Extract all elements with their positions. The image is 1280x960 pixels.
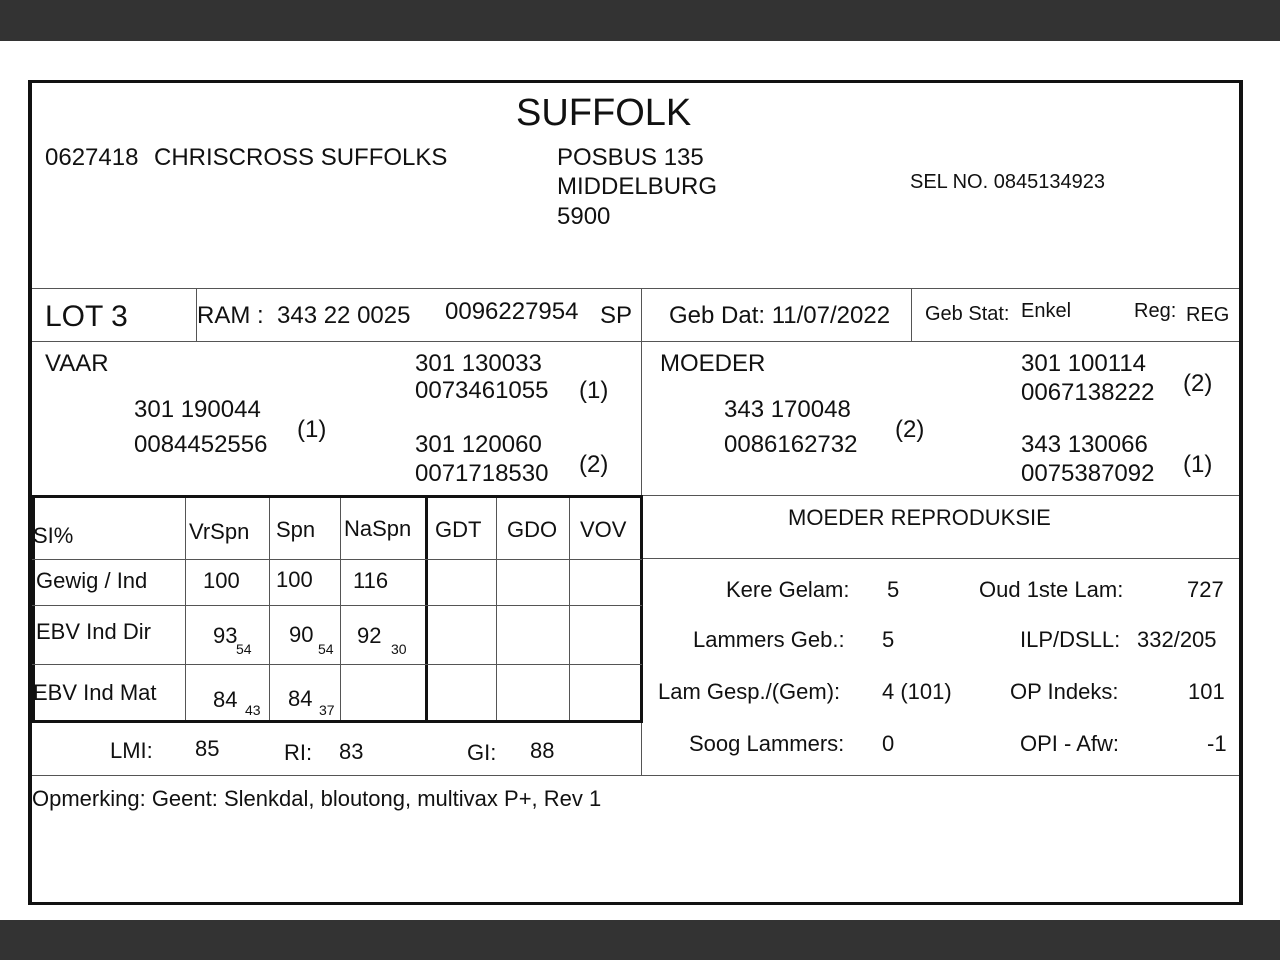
divider-remark [32,775,1239,776]
perf-col-line-4 [496,498,497,720]
repro-title: MOEDER REPRODUKSIE [788,505,1051,530]
oud-label: Oud 1ste Lam: [979,577,1124,602]
divider-lot [32,341,1239,342]
row3-spn: 84 [288,686,313,711]
perf-row-line-3 [32,664,642,665]
frame-right [1239,80,1243,905]
breed-title: SUFFOLK [516,92,692,134]
ilp-label: ILP/DSLL: [1020,627,1121,652]
birth-status-value: Enkel [1021,300,1072,322]
lmi-label: LMI: [110,738,153,763]
owner-id: 0627418 [45,144,139,171]
bottom-frame-bar [0,920,1280,960]
row3-vrspn-accuracy: 43 [245,702,261,718]
perf-col-line-1 [185,498,186,720]
address-line-2: MIDDELBURG [557,173,718,200]
gi-value: 88 [530,738,555,763]
kere-value: 5 [887,577,900,602]
divider-repro-title [642,558,1239,559]
dam-number: 343 170048 [724,396,851,423]
row2-spn-accuracy: 54 [318,641,334,657]
birth-status-label: Geb Stat: [925,303,1010,325]
row2-vrspn-accuracy: 54 [236,641,252,657]
perf-top [32,495,643,498]
row-label-ebv-mat: EBV Ind Mat [33,680,157,705]
ram-number: 343 22 0025 [277,302,411,329]
opi-label: OPI - Afw: [1020,731,1120,756]
lmi-value: 85 [195,736,220,761]
soog-value: 0 [882,731,895,756]
perf-row-line-1 [32,559,642,560]
soog-label: Soog Lammers: [689,731,845,756]
owner-name: CHRISCROSS SUFFOLKS [154,144,448,171]
lot-number: LOT 3 [45,300,128,333]
gesp-label: Lam Gesp./(Gem): [658,679,841,704]
row2-naspn: 92 [357,623,382,648]
address-line-1: POSBUS 135 [557,144,704,171]
perf-col-line-5 [569,498,570,720]
row2-spn: 90 [289,622,314,647]
sire-registration: 0084452556 [134,431,268,458]
header-gdt: GDT [435,517,482,542]
ram-registration: 0096227954 [445,298,579,325]
header-spn: Spn [276,517,316,542]
header-vov: VOV [580,517,627,542]
row-label-ebv-dir: EBV Ind Dir [36,619,151,644]
address-line-3: 5900 [557,203,611,230]
opi-value: -1 [1207,731,1227,756]
header-gdo: GDO [507,517,558,542]
sire-dam-number: 301 120060 [415,431,542,458]
remark: Opmerking: Geent: Slenkdal, bloutong, multivax P+, Rev 1 [32,786,602,811]
dam-label: MOEDER [660,350,766,377]
dam-dam-number: 343 130066 [1021,431,1148,458]
oud-value: 727 [1187,577,1224,602]
dam-sire-number: 301 100114 [1021,350,1147,377]
sire-sire-registration: 0073461055 [415,377,549,404]
perf-row-line-2 [32,605,642,606]
row3-vrspn: 84 [213,687,238,712]
dam-sire-mark: (2) [1183,370,1213,397]
row3-spn-accuracy: 37 [319,702,335,718]
kere-label: Kere Gelam: [726,577,850,602]
header-naspn: NaSpn [344,516,412,541]
reg-label: Reg: [1134,300,1177,322]
divider-pedigree-right [642,495,1239,496]
ram-label: RAM : [197,302,264,329]
gesp-value: 4 (101) [882,679,952,704]
frame-top [28,80,1243,83]
row1-naspn: 116 [353,568,389,593]
sp-code: SP [600,302,633,329]
perf-right [640,495,643,723]
row1-vrspn: 100 [203,568,240,593]
gi-label: GI: [467,740,497,765]
birth-date: Geb Dat: 11/07/2022 [669,302,891,329]
sire-mark: (1) [297,416,327,443]
sire-label: VAAR [45,350,109,377]
lammers-value: 5 [882,627,895,652]
dam-dam-registration: 0075387092 [1021,460,1155,487]
perf-bottom [32,720,643,723]
frame-bottom [28,902,1243,905]
sire-sire-number: 301 130033 [415,350,542,377]
dam-dam-mark: (1) [1183,451,1213,478]
sire-sire-mark: (1) [579,377,609,404]
ri-value: 83 [339,739,364,764]
sire-number: 301 190044 [134,396,261,423]
perf-col-line-2 [269,498,270,720]
sire-dam-mark: (2) [579,451,609,478]
row1-spn: 100 [276,567,313,592]
frame-left [28,80,32,905]
dam-sire-registration: 0067138222 [1021,379,1155,406]
gebstat-divider [911,288,912,341]
op-label: OP Indeks: [1010,679,1119,704]
sire-dam-registration: 0071718530 [415,460,549,487]
divider-header [32,288,1239,289]
header-vrspn: VrSpn [189,519,250,544]
perf-col-line-3 [340,498,341,720]
header-si: SI% [33,523,74,548]
op-value: 101 [1188,679,1225,704]
reg-value: REG [1186,304,1230,326]
perf-mid [425,495,428,723]
ilp-value: 332/205 [1137,627,1217,652]
ri-label: RI: [284,740,313,765]
row2-vrspn: 93 [213,623,238,648]
top-frame-bar [0,0,1280,41]
lammers-label: Lammers Geb.: [693,627,845,652]
dam-registration: 0086162732 [724,431,858,458]
row-label-gewig: Gewig / Ind [36,568,148,593]
dam-mark: (2) [895,416,925,443]
row2-naspn-accuracy: 30 [391,641,407,657]
cell-number: SEL NO. 0845134923 [910,171,1105,193]
